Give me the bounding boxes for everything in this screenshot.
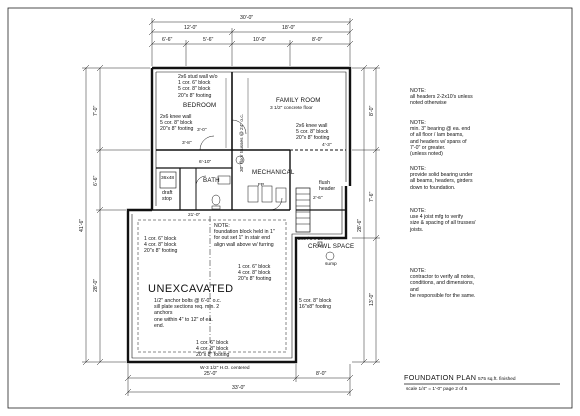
note-block-bottom: 1 cor. 6" block 4 cor. 8" block 20"x 8" footing [196, 340, 230, 359]
dim-right-seg3: 13'-0" [369, 292, 375, 306]
note-anchor-bolts: 1/2" anchor bolts @ 6'-0" o.c. sill plate sections req. min. 2 anchors one within 4" to 12" of ea. end. [154, 298, 222, 329]
note-family-floor: 3 1/2" concrete floor [270, 106, 313, 111]
title-block-scale: scale 1/4" = 1'-0" page 2 of 5 [406, 387, 468, 392]
note-sump: sump [325, 262, 337, 267]
title-block-area: 575 sq.ft. finished [478, 377, 516, 382]
side-note-headers: NOTE: all headers 2-2x10's unless noted otherwise [410, 88, 473, 107]
dim-bottom-left: 25'-0" [204, 371, 218, 377]
note-draft-stop: draft stop [162, 190, 173, 203]
dim-inner-f: 2'-6" [313, 196, 323, 201]
dim-bottom-right: 8'-0" [316, 371, 327, 377]
note-crawl-block: 5 cor. 8" block 16"x8" footing [299, 298, 332, 311]
dim-top-seg1: 6'-6" [162, 37, 173, 43]
title-block-title: FOUNDATION PLAN [404, 373, 477, 382]
dim-inner-d: 6'-10" [199, 160, 212, 165]
dim-top-seg4: 8'-0" [312, 37, 323, 43]
dim-right-overall: 28'-6" [357, 218, 363, 232]
dim-right-seg2: 7'-6" [369, 191, 375, 202]
dim-left-overall: 41'-6" [79, 218, 85, 232]
room-family-room: FAMILY ROOM [276, 97, 321, 104]
dim-top-seg3: 10'-0" [253, 37, 267, 43]
dim-top-overall: 30'-0" [240, 15, 254, 21]
note-block-left: 1 cor. 6" block 4 cor. 8" block 20"x 8" footing [144, 236, 178, 255]
side-note-solid-bearing: NOTE: provide solid bearing under all beams, headers, girders down to foundation. [410, 166, 473, 191]
dim-inner-b: 4'-3" [322, 143, 332, 148]
dim-left-seg2: 6'-6" [93, 175, 99, 186]
note-knee-wall-left: 2x6 knee wall 5 cor. 8" block 20"x 8" footing [160, 114, 194, 133]
note-beam: W-3 1/2" H.O. centered [200, 366, 250, 371]
note-flush-header: flush header [319, 180, 336, 193]
room-unexcavated: UNEXCAVATED [148, 283, 234, 295]
note-fp: FP [258, 183, 265, 188]
room-mechanical: MECHANICAL [252, 169, 295, 176]
note-knee-wall-right: 2x6 knee wall 5 cor. 8" block 20"x 8" footing [296, 123, 330, 142]
room-bedroom: BEDROOM [183, 102, 217, 109]
dim-left-seg3: 28'-0" [93, 278, 99, 292]
dim-left-seg1: 7'-0" [93, 105, 99, 116]
side-note-contractor: NOTE: contractor to verify all notes, conditions, and dimensions, and be responsible for the same. [410, 268, 476, 299]
dim-inner-a: 3'-0" [197, 128, 207, 133]
dim-inner-e: 21'-0" [188, 213, 201, 218]
side-note-bearing: NOTE: min. 3" bearing @ ea. end of all floor / lam beams, and headers w/ spans of 7'-0" or greater. (unless noted) [410, 120, 471, 158]
note-stud-wall: 2x6 stud wall w/o 1 cor. 6" block 5 cor. 8" block 20"x 8" footing [178, 74, 218, 99]
note-block-mid: 1 cor. 6" block 4 cor. 8" block 20"x 8" footing [238, 264, 272, 283]
note-foundation-block: NOTE: foundation block held in 1" for out set 1" in stair end align wall above w/ furring [214, 223, 275, 248]
note-shower: 36x48 [161, 176, 175, 181]
dim-bottom-overall: 33'-0" [232, 385, 246, 391]
side-note-joists: NOTE: use 4 joist mfg to verify size & spacing of all trusses/ joists. [410, 208, 476, 233]
dim-top-seg2: 5'-6" [203, 37, 214, 43]
dim-inner-c: 3'-8" [182, 141, 192, 146]
dim-top-right: 18'-0" [282, 25, 296, 31]
dim-right-seg1: 8'-0" [369, 105, 375, 116]
room-crawl-space: CRAWL SPACE [308, 243, 355, 250]
note-floor-trusses: 30" floor trusses @ 24" o.c. [240, 113, 245, 172]
note-post: 2x6 / 8 x 16 o.c. [298, 237, 332, 242]
room-bath: BATH [203, 177, 220, 184]
dim-top-left: 12'-0" [184, 25, 198, 31]
